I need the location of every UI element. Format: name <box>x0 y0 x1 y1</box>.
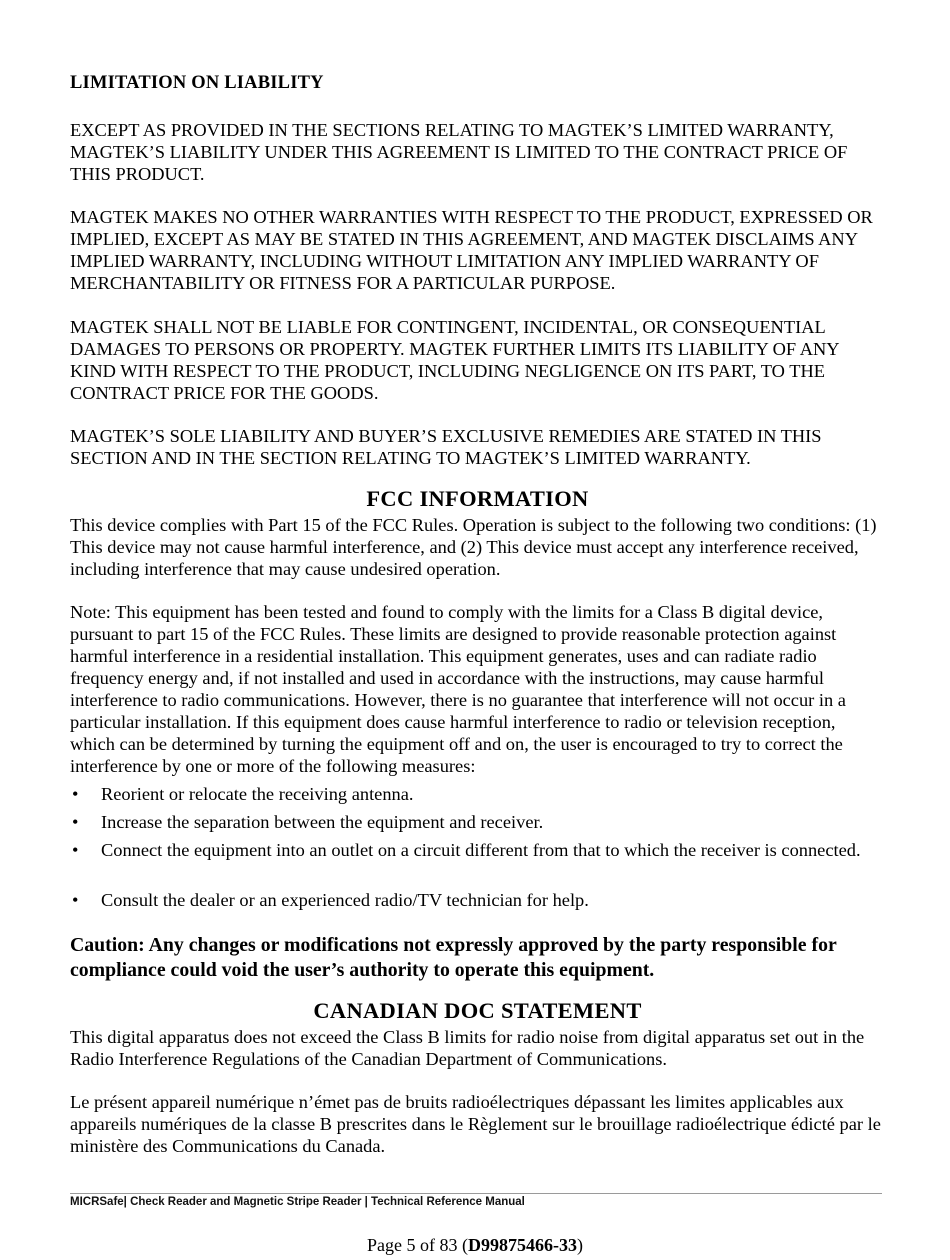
liability-paragraph-4: MAGTEK’S SOLE LIABILITY AND BUYER’S EXCLUSIVE REMEDIES ARE STATED IN THIS SECTION AND IN THE SECTION RELATING TO MAGTEK’S LIMITED WARRANTY. <box>70 426 822 468</box>
liability-paragraph-1: EXCEPT AS PROVIDED IN THE SECTIONS RELATING TO MAGTEK’S LIMITED WARRANTY, MAGTEK’S LIABILITY UNDER THIS AGREEMENT IS LIMITED TO THE CONTRACT PRICE OF THIS PRODUCT. <box>70 120 848 184</box>
caution-notice: Caution: Any changes or modifications not expressly approved by the party responsible for compliance could void the user’s authority to operate this equipment. <box>70 934 837 981</box>
footer-divider <box>70 1193 882 1194</box>
fcc-heading: FCC INFORMATION <box>366 486 589 511</box>
canadian-paragraph-french: Le présent appareil numérique n’émet pas de bruits radioélectriques dépassant les limites applicables aux appareils numériques de la classe B prescrites dans le Règlement sur le brouillage radioélectrique édicté par le ministère des Communications du Canada. <box>70 1092 881 1156</box>
list-item <box>70 839 885 861</box>
bullet-icon: • <box>72 812 79 832</box>
page-number-prefix: Page 5 of 83 ( <box>367 1235 468 1255</box>
list-item-text: Increase the separation between the equipment and receiver. <box>101 812 544 832</box>
list-item-text: Reorient or relocate the receiving antenna. <box>101 784 414 804</box>
canadian-paragraph-english: This digital apparatus does not exceed the Class B limits for radio noise from digital apparatus set out in the Radio Interference Regulations of the Canadian Department of Communications. <box>70 1027 865 1069</box>
liability-paragraph-2: MAGTEK MAKES NO OTHER WARRANTIES WITH RESPECT TO THE PRODUCT, EXPRESSED OR IMPLIED, EXCEPT AS MAY BE STATED IN THIS AGREEMENT, AND MAGTEK DISCLAIMS ANY IMPLIED WARRANTY, INCLUDING WITHOUT LIMITATION ANY IMPLIED WARRANTY OF MERCHANTABILITY OR FITNESS FOR A PARTICULAR PURPOSE. <box>70 207 873 293</box>
page-number-suffix: ) <box>576 1235 583 1255</box>
list-item-text: Consult the dealer or an experienced radio/TV technician for help. <box>101 890 589 910</box>
list-item <box>70 811 885 833</box>
bullet-icon: • <box>72 784 79 804</box>
list-item <box>70 889 885 911</box>
page-number <box>0 1235 950 1256</box>
bullet-icon: • <box>72 840 79 860</box>
fcc-paragraph-2: Note: This equipment has been tested and found to comply with the limits for a Class B digital device, pursuant to part 15 of the FCC Rules. These limits are designed to provide reasonable protection against harmful interference in a residential installation. This equipment generates, uses and can radiate radio frequency energy and, if not installed and used in accordance with the instructions, may cause harmful interference to radio communications. However, there is no guarantee that interference will not occur in a particular installation. If this equipment does cause harmful interference to radio or television reception, which can be determined by turning the equipment off and on, the user is encouraged to try to correct the interference by one or more of the following measures: <box>70 602 846 776</box>
document-number: D99875466-33 <box>467 1235 577 1255</box>
liability-heading: LIMITATION ON LIABILITY <box>70 73 324 93</box>
list-item-text: Connect the equipment into an outlet on a circuit different from that to which the receiver is connected. <box>101 840 861 860</box>
liability-paragraph-3: MAGTEK SHALL NOT BE LIABLE FOR CONTINGENT, INCIDENTAL, OR CONSEQUENTIAL DAMAGES TO PERSONS OR PROPERTY. MAGTEK FURTHER LIMITS ITS LIABILITY OF ANY KIND WITH RESPECT TO THE PRODUCT, INCLUDING NEGLIGENCE ON ITS PART, TO THE CONTRACT PRICE FOR THE GOODS. <box>70 317 839 403</box>
list-item <box>70 783 885 805</box>
footer-manual-title: MICRSafe| Check Reader and Magnetic Stripe Reader | Technical Reference Manual <box>70 1196 525 1208</box>
fcc-paragraph-1: This device complies with Part 15 of the FCC Rules. Operation is subject to the following two conditions: (1) This device may not cause harmful interference, and (2) This device must accept any interference received, including interference that may cause undesired operation. <box>70 515 877 579</box>
canadian-doc-heading: CANADIAN DOC STATEMENT <box>313 998 642 1023</box>
bullet-icon: • <box>72 890 79 910</box>
